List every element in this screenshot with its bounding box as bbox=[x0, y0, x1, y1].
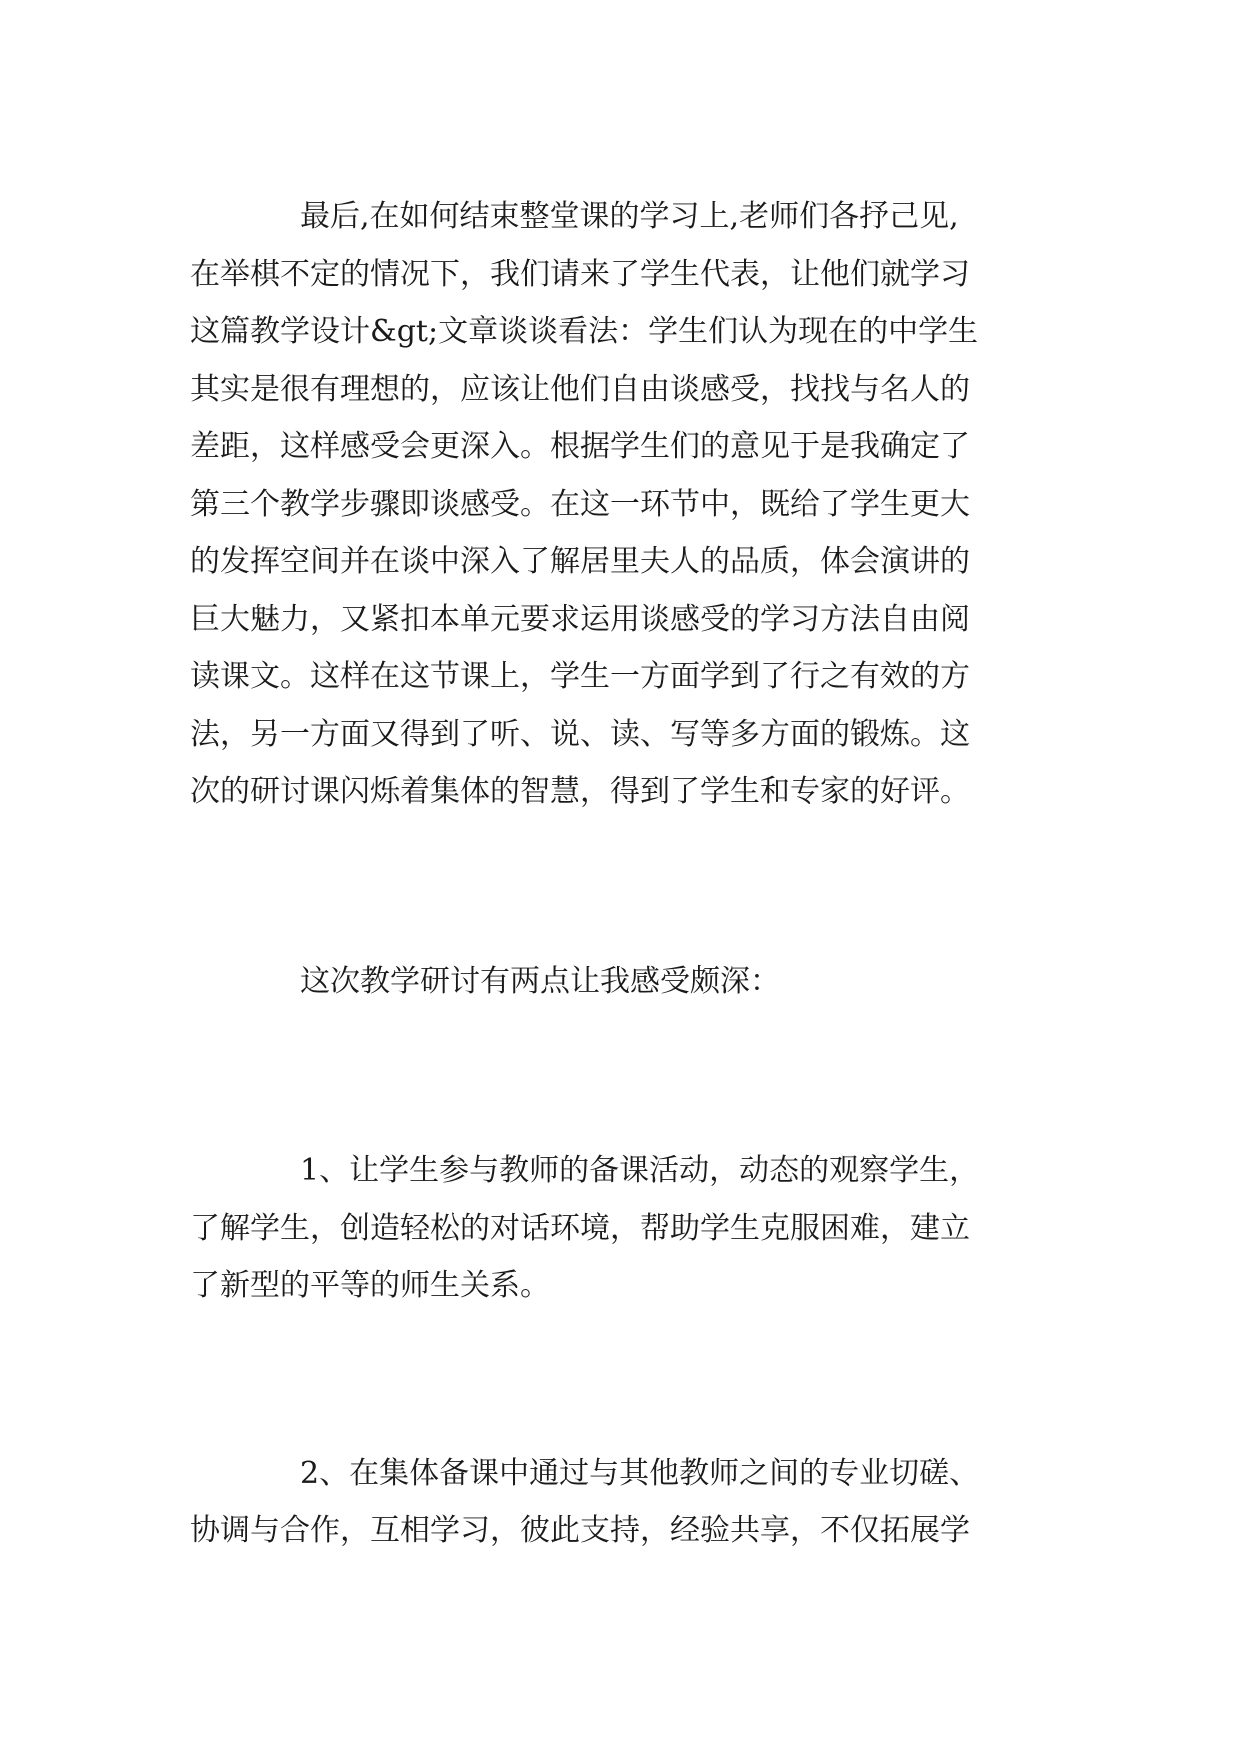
text-line: 最后,在如何结束整堂课的学习上,老师们各抒己见, bbox=[300, 199, 959, 234]
text-line: 这次教学研讨有两点让我感受颇深： bbox=[300, 963, 780, 999]
text-line: 差距，这样感受会更深入。根据学生们的意见于是我确定了 bbox=[190, 429, 970, 464]
paragraph-conclusion bbox=[190, 188, 1070, 821]
text-line: 的发挥空间并在谈中深入了解居里夫人的品质，体会演讲的 bbox=[190, 544, 970, 579]
text-line: 法，另一方面又得到了听、说、读、写等多方面的锻炼。这 bbox=[190, 716, 970, 752]
document-body bbox=[190, 188, 1070, 1560]
text-line: 了新型的平等的师生关系。 bbox=[190, 1268, 550, 1303]
text-line: 协调与合作，互相学习，彼此支持，经验共享，不仅拓展学 bbox=[190, 1513, 970, 1548]
text-line: 1、让学生参与教师的备课活动，动态的观察学生， bbox=[300, 1153, 980, 1188]
paragraph-point-2 bbox=[190, 1445, 1070, 1560]
paragraph-point-1 bbox=[190, 1142, 1070, 1315]
text-line: 其实是很有理想的，应该让他们自由谈感受，找找与名人的 bbox=[190, 371, 970, 407]
text-line: 次的研讨课闪烁着集体的智慧，得到了学生和专家的好评。 bbox=[190, 774, 970, 809]
text-line: 读课文。这样在这节课上，学生一方面学到了行之有效的方 bbox=[190, 659, 970, 694]
paragraph-intro-points bbox=[190, 953, 1070, 1011]
text-line: 在举棋不定的情况下，我们请来了学生代表，让他们就学习 bbox=[190, 256, 970, 292]
paragraph-spacer bbox=[190, 821, 1070, 953]
text-line: 这篇教学设计&gt;文章谈谈看法：学生们认为现在的中学生 bbox=[190, 314, 979, 349]
text-line: 2、在集体备课中通过与其他教师之间的专业切磋、 bbox=[300, 1455, 980, 1491]
text-line: 第三个教学步骤即谈感受。在这一环节中，既给了学生更大 bbox=[190, 486, 970, 522]
paragraph-spacer bbox=[190, 1315, 1070, 1445]
paragraph-spacer bbox=[190, 1010, 1070, 1142]
text-line: 了解学生，创造轻松的对话环境，帮助学生克服困难，建立 bbox=[190, 1210, 970, 1246]
text-line: 巨大魅力，又紧扣本单元要求运用谈感受的学习方法自由阅 bbox=[190, 601, 970, 637]
